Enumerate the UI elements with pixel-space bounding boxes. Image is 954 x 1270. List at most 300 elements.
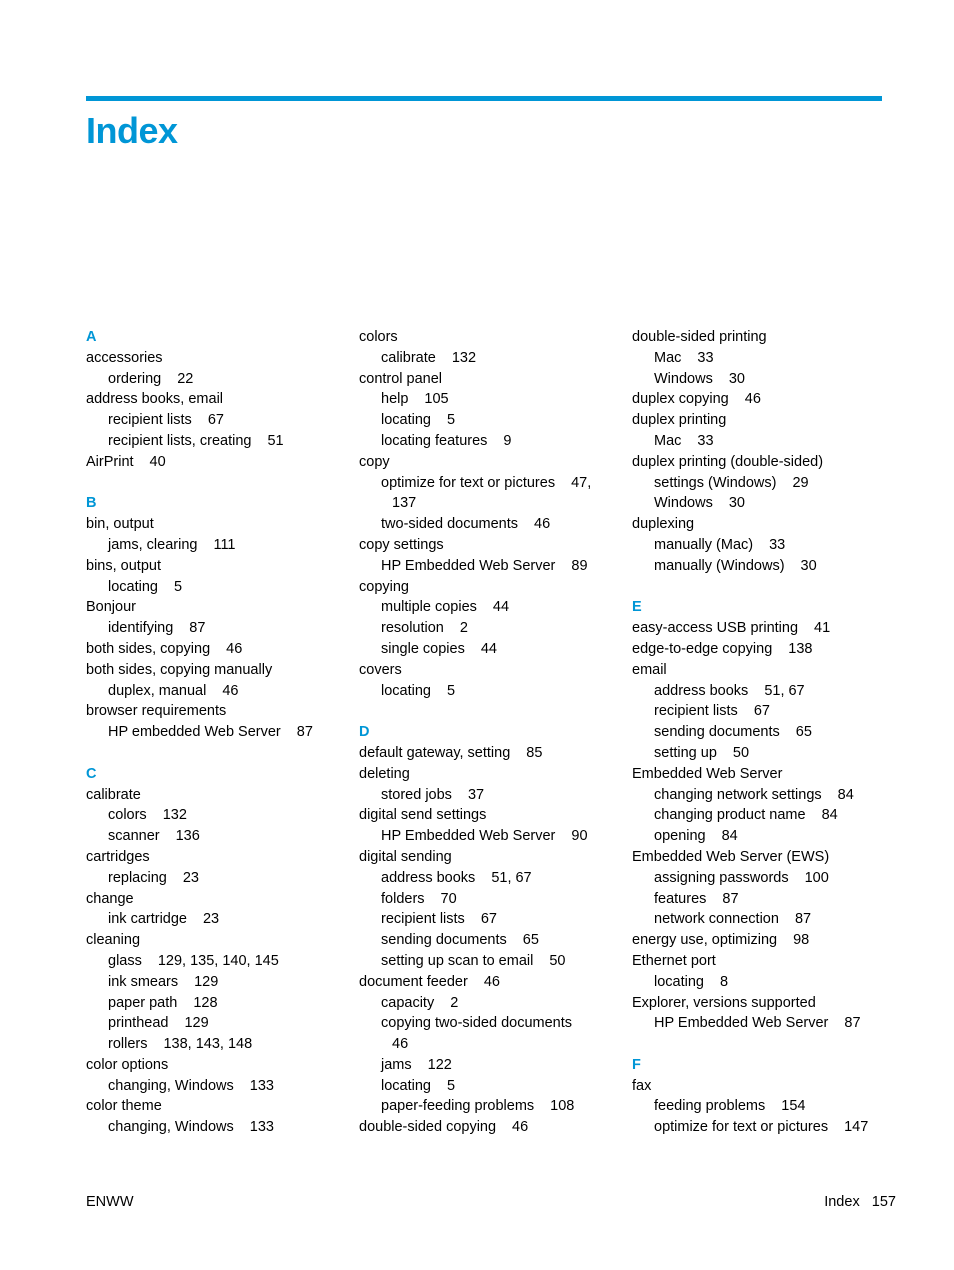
index-term: multiple copies <box>381 599 477 616</box>
index-subentry <box>359 681 629 702</box>
footer-section: Index <box>824 1194 860 1210</box>
index-column-1 <box>86 327 356 1138</box>
index-subentry <box>86 410 356 431</box>
index-entry <box>632 618 902 639</box>
index-entry <box>359 369 629 390</box>
index-entry <box>359 972 629 993</box>
footer-doc-code: ENWW <box>86 1194 134 1210</box>
index-entry <box>86 639 356 660</box>
index-letter-heading: B <box>86 495 97 512</box>
index-subentry <box>632 826 902 847</box>
index-term: fax <box>632 1077 652 1094</box>
index-page-ref: 67 <box>207 412 224 429</box>
index-term: scanner <box>108 828 160 845</box>
index-subentry <box>359 639 629 660</box>
index-entry <box>359 577 629 598</box>
page-title: Index <box>86 110 178 151</box>
index-term: replacing <box>108 869 167 886</box>
index-letter-heading: F <box>632 1056 641 1073</box>
index-page-ref: 138 <box>788 640 813 657</box>
index-subentry <box>86 909 356 930</box>
index-term: bin, output <box>86 516 154 533</box>
index-term: copying two-sided documents <box>381 1015 573 1032</box>
index-entry <box>359 805 629 826</box>
index-term: default gateway, setting <box>359 744 511 761</box>
index-subentry <box>86 951 356 972</box>
index-entry <box>359 847 629 868</box>
index-term: setting up <box>654 744 717 761</box>
index-page-ref: 98 <box>793 932 810 949</box>
index-term: easy-access USB printing <box>632 620 799 637</box>
index-page-ref: 30 <box>728 370 745 387</box>
index-term: energy use, optimizing <box>632 932 778 949</box>
index-subentry <box>86 681 356 702</box>
index-subentry <box>359 431 629 452</box>
index-entry <box>632 410 902 431</box>
index-page-ref: 128 <box>193 994 218 1011</box>
index-page-ref: 84 <box>837 786 854 803</box>
index-column-3 <box>632 327 902 1138</box>
index-term: HP embedded Web Server <box>108 724 281 741</box>
index-term: color options <box>86 1056 169 1073</box>
index-term: 46 <box>392 1036 409 1053</box>
index-subentry <box>359 930 629 951</box>
index-term: color theme <box>86 1098 162 1115</box>
index-page-ref: 41 <box>814 620 831 637</box>
index-term: digital send settings <box>359 807 487 824</box>
index-page-ref: 2 <box>459 620 468 637</box>
index-page-ref: 23 <box>202 911 220 928</box>
index-page-ref: 30 <box>800 557 817 574</box>
index-entry <box>632 764 902 785</box>
index-page-ref: 46 <box>534 516 551 533</box>
index-entry <box>632 389 902 410</box>
index-page-ref: 138, 143, 148 <box>163 1036 253 1053</box>
index-term: address books <box>654 682 749 699</box>
index-entry <box>632 639 902 660</box>
index-subentry <box>86 972 356 993</box>
index-subentry <box>86 577 356 598</box>
index-subentry <box>632 722 902 743</box>
index-subentry <box>86 369 356 390</box>
index-term: Embedded Web Server <box>632 765 783 782</box>
index-term: change <box>86 890 134 907</box>
index-subentry <box>86 535 356 556</box>
index-term: recipient lists <box>381 911 465 928</box>
index-term: both sides, copying <box>86 640 211 657</box>
index-term: duplex, manual <box>108 682 207 699</box>
index-entry <box>86 785 356 806</box>
index-entry <box>359 660 629 681</box>
index-subentry <box>86 826 356 847</box>
index-term: calibrate <box>86 786 141 803</box>
index-subentry <box>632 1013 902 1034</box>
index-subentry <box>86 805 356 826</box>
index-term: digital sending <box>359 848 452 865</box>
index-page-ref: 22 <box>177 370 194 387</box>
index-page-ref: 133 <box>249 1119 274 1136</box>
index-term: duplex copying <box>632 391 729 408</box>
index-subentry <box>86 431 356 452</box>
index-subentry <box>359 889 629 910</box>
section-gap <box>632 577 902 598</box>
index-term: locating <box>381 682 431 699</box>
index-term: deleting <box>359 765 410 782</box>
index-term: locating <box>381 412 431 429</box>
index-subentry <box>632 785 902 806</box>
index-page-ref: 132 <box>451 349 477 366</box>
index-page-ref: 89 <box>571 557 588 574</box>
index-term: cleaning <box>86 932 141 949</box>
index-page-ref: 8 <box>719 973 729 990</box>
index-term: network connection <box>654 911 779 928</box>
index-subentry <box>359 556 629 577</box>
index-entry <box>86 1055 356 1076</box>
index-term: changing product name <box>654 807 806 824</box>
index-term: HP Embedded Web Server <box>381 828 556 845</box>
index-subentry <box>632 348 902 369</box>
index-page-ref: 129 <box>184 1015 209 1032</box>
index-term: Windows <box>654 370 713 387</box>
section-gap <box>86 743 356 764</box>
index-entry <box>632 452 902 473</box>
index-page-ref: 46 <box>226 640 243 657</box>
index-term: recipient lists <box>654 703 738 720</box>
index-page-ref: 33 <box>697 349 714 366</box>
index-page-ref: 50 <box>732 744 750 761</box>
index-term: Mac <box>654 432 682 449</box>
index-term: duplex printing (double-sided) <box>632 453 824 470</box>
index-page-ref: 33 <box>697 432 714 449</box>
index-page-ref: 87 <box>794 911 812 928</box>
index-term: double-sided copying <box>359 1119 497 1136</box>
index-term: opening <box>654 828 706 845</box>
index-term: duplexing <box>632 516 695 533</box>
index-term: resolution <box>381 620 444 637</box>
index-subentry <box>632 909 902 930</box>
index-term: email <box>632 661 667 678</box>
index-entry <box>359 535 629 556</box>
index-term: manually (Windows) <box>654 557 785 574</box>
index-page-ref: 154 <box>781 1098 806 1115</box>
index-entry <box>86 701 356 722</box>
index-subentry <box>359 597 629 618</box>
index-term: folders <box>381 890 425 907</box>
index-term: AirPrint <box>86 453 134 470</box>
index-page-ref: 65 <box>522 932 539 949</box>
index-page-ref: 100 <box>804 869 829 886</box>
index-page-ref: 147 <box>844 1119 869 1136</box>
index-page-ref: 70 <box>440 890 457 907</box>
index-page-ref: 37 <box>467 786 485 803</box>
index-page-ref: 136 <box>175 828 200 845</box>
index-term: Ethernet port <box>632 952 716 969</box>
header-rule <box>86 96 882 101</box>
index-page-ref: 2 <box>450 994 459 1011</box>
index-subentry <box>86 1076 356 1097</box>
index-page-ref: 87 <box>722 890 739 907</box>
index-subentry <box>359 993 629 1014</box>
index-subentry <box>632 889 902 910</box>
index-term: locating features <box>381 432 488 449</box>
index-subentry <box>632 473 902 494</box>
index-page-ref: 40 <box>149 453 166 470</box>
index-term: setting up scan to email <box>381 952 534 969</box>
index-term: stored jobs <box>381 786 452 803</box>
index-term: sending documents <box>654 724 780 741</box>
index-page-ref: 87 <box>296 724 313 741</box>
index-subentry <box>86 1117 356 1138</box>
index-entry <box>359 1117 629 1138</box>
index-page-ref: 5 <box>173 578 183 595</box>
index-term: browser requirements <box>86 703 227 720</box>
index-page-ref: 44 <box>480 640 497 657</box>
index-entry <box>86 660 356 681</box>
index-subentry <box>359 348 629 369</box>
index-term: recipient lists <box>108 412 192 429</box>
index-page-ref: 9 <box>503 432 512 449</box>
index-page-ref: 5 <box>446 1077 456 1094</box>
index-term: capacity <box>381 994 435 1011</box>
index-subentry <box>359 1096 629 1117</box>
index-term: HP Embedded Web Server <box>381 557 556 574</box>
index-term: features <box>654 890 707 907</box>
index-subentry <box>632 701 902 722</box>
index-subentry <box>359 785 629 806</box>
section-gap <box>86 473 356 494</box>
index-term: changing, Windows <box>108 1119 234 1136</box>
index-subentry <box>359 410 629 431</box>
index-term: calibrate <box>381 349 436 366</box>
index-term: duplex printing <box>632 412 727 429</box>
index-page-ref: 67 <box>753 703 770 720</box>
index-page-ref: 132 <box>162 807 187 824</box>
index-page-ref: 87 <box>844 1015 861 1032</box>
index-page-ref: 108 <box>550 1098 575 1115</box>
index-term: ink smears <box>108 973 179 990</box>
index-subentry <box>359 514 629 535</box>
index-term: optimize for text or pictures <box>654 1119 829 1136</box>
index-term: two-sided documents <box>381 516 519 533</box>
index-page-ref: 51, 67 <box>764 682 805 699</box>
index-subentry <box>632 868 902 889</box>
index-subentry <box>632 743 902 764</box>
index-entry <box>86 597 356 618</box>
index-term: locating <box>108 578 158 595</box>
index-entry <box>632 930 902 951</box>
index-term: colors <box>359 329 398 345</box>
index-subentry <box>359 1013 629 1034</box>
index-entry <box>86 452 356 473</box>
index-entry <box>86 348 356 369</box>
index-term: glass <box>108 952 142 969</box>
section-gap <box>359 701 629 722</box>
index-term: changing network settings <box>654 786 822 803</box>
index-term: ink cartridge <box>108 911 187 928</box>
index-term: help <box>381 391 409 408</box>
index-page-ref: 46 <box>744 391 761 408</box>
index-subentry <box>86 618 356 639</box>
index-page-ref: 44 <box>492 599 510 616</box>
index-term: identifying <box>108 620 174 637</box>
index-page-ref: 5 <box>446 412 456 429</box>
index-subentry <box>632 1096 902 1117</box>
index-term: ordering <box>108 370 162 387</box>
index-page-ref: 46 <box>222 682 239 699</box>
index-entry <box>86 930 356 951</box>
index-continuation <box>359 1034 629 1055</box>
index-page-ref: 67 <box>480 911 497 928</box>
index-page-ref: 90 <box>571 828 588 845</box>
index-subentry <box>359 868 629 889</box>
index-term: copying <box>359 578 409 595</box>
index-subentry <box>632 369 902 390</box>
index-entry <box>359 764 629 785</box>
index-letter-heading: D <box>359 724 370 741</box>
index-entry <box>86 556 356 577</box>
index-term: copy settings <box>359 536 444 553</box>
index-subentry <box>86 868 356 889</box>
index-page-ref: 51 <box>267 432 284 449</box>
index-term: Explorer, versions supported <box>632 994 816 1011</box>
index-term: covers <box>359 661 402 678</box>
index-term: control panel <box>359 370 443 387</box>
index-term: double-sided printing <box>632 329 767 345</box>
index-subentry <box>632 535 902 556</box>
index-term: Windows <box>654 495 713 512</box>
index-page-ref: 133 <box>249 1077 274 1094</box>
index-term: accessories <box>86 349 163 366</box>
index-term: recipient lists, creating <box>108 432 252 449</box>
index-page-ref: 33 <box>769 536 786 553</box>
index-subentry <box>86 722 356 743</box>
index-entry <box>632 1076 902 1097</box>
index-term: manually (Mac) <box>654 536 754 553</box>
index-term: cartridges <box>86 848 150 865</box>
index-subentry <box>632 972 902 993</box>
index-term: edge-to-edge copying <box>632 640 773 657</box>
index-term: jams, clearing <box>108 536 198 553</box>
index-subentry <box>359 826 629 847</box>
index-page-ref: 129, 135, 140, 145 <box>157 952 279 969</box>
index-page-ref: 5 <box>446 682 456 699</box>
index-term: rollers <box>108 1036 148 1053</box>
index-column-2 <box>359 327 629 1138</box>
index-entry <box>86 847 356 868</box>
index-subentry <box>632 556 902 577</box>
index-page-ref: 122 <box>427 1056 452 1073</box>
index-entry <box>359 452 629 473</box>
index-term: changing, Windows <box>108 1077 234 1094</box>
index-term: Embedded Web Server (EWS) <box>632 848 830 865</box>
index-subentry <box>359 1055 629 1076</box>
index-term: Mac <box>654 349 682 366</box>
index-page-ref: 84 <box>821 807 838 824</box>
index-subentry <box>86 1013 356 1034</box>
index-subentry <box>359 389 629 410</box>
index-term: locating <box>654 973 704 990</box>
index-page-ref: 23 <box>182 869 199 886</box>
index-subentry <box>632 493 902 514</box>
index-entry <box>632 660 902 681</box>
index-term: jams <box>381 1056 412 1073</box>
index-term: paper path <box>108 994 178 1011</box>
footer-page-number: 157 <box>871 1194 896 1210</box>
index-entry <box>632 993 902 1014</box>
index-letter-heading: E <box>632 599 642 616</box>
index-letter-heading: A <box>86 329 97 345</box>
index-continuation <box>359 493 629 514</box>
index-page-ref: 87 <box>189 620 206 637</box>
index-term: sending documents <box>381 932 507 949</box>
index-page-ref: 50 <box>549 952 566 969</box>
index-subentry <box>632 681 902 702</box>
index-page-ref: 46 <box>483 973 500 990</box>
index-term: address books, email <box>86 391 224 408</box>
index-subentry <box>359 909 629 930</box>
index-entry <box>632 847 902 868</box>
index-subentry <box>359 951 629 972</box>
index-term: printhead <box>108 1015 169 1032</box>
index-page-ref: 129 <box>194 973 219 990</box>
index-entry <box>359 743 629 764</box>
index-term: colors <box>108 807 147 824</box>
index-subentry <box>632 805 902 826</box>
index-term: settings (Windows) <box>654 474 777 491</box>
index-term: 137 <box>392 495 417 512</box>
index-term: both sides, copying manually <box>86 661 273 678</box>
index-page-ref: 105 <box>424 391 449 408</box>
index-term: paper-feeding problems <box>381 1098 535 1115</box>
index-term: copy <box>359 453 390 470</box>
index-term: locating <box>381 1077 431 1094</box>
section-gap <box>632 1034 902 1055</box>
index-entry <box>359 327 629 348</box>
index-entry <box>632 514 902 535</box>
index-page-ref: 29 <box>792 474 809 491</box>
index-subentry <box>86 993 356 1014</box>
footer-page-label <box>824 1192 896 1212</box>
index-entry <box>86 514 356 535</box>
index-subentry <box>632 1117 902 1138</box>
index-term: assigning passwords <box>654 869 789 886</box>
index-term: address books <box>381 869 476 886</box>
index-entry <box>86 389 356 410</box>
index-letter-heading: C <box>86 765 97 782</box>
index-page-ref: 47, <box>571 474 592 491</box>
index-page-ref: 111 <box>213 536 236 553</box>
index-term: optimize for text or pictures <box>381 474 556 491</box>
index-term: document feeder <box>359 973 468 990</box>
index-page-ref: 51, 67 <box>491 869 532 886</box>
index-page-ref: 65 <box>795 724 812 741</box>
index-entry <box>86 889 356 910</box>
index-subentry <box>86 1034 356 1055</box>
index-subentry <box>359 473 629 494</box>
index-term: single copies <box>381 640 465 657</box>
index-term: Bonjour <box>86 599 136 616</box>
index-subentry <box>632 431 902 452</box>
index-term: bins, output <box>86 557 161 574</box>
index-term: feeding problems <box>654 1098 766 1115</box>
index-entry <box>632 327 902 348</box>
index-page-ref: 30 <box>728 495 745 512</box>
index-subentry <box>359 618 629 639</box>
index-page-ref: 84 <box>721 828 738 845</box>
index-term: HP Embedded Web Server <box>654 1015 829 1032</box>
index-entry <box>86 1096 356 1117</box>
index-page-ref: 46 <box>512 1119 529 1136</box>
